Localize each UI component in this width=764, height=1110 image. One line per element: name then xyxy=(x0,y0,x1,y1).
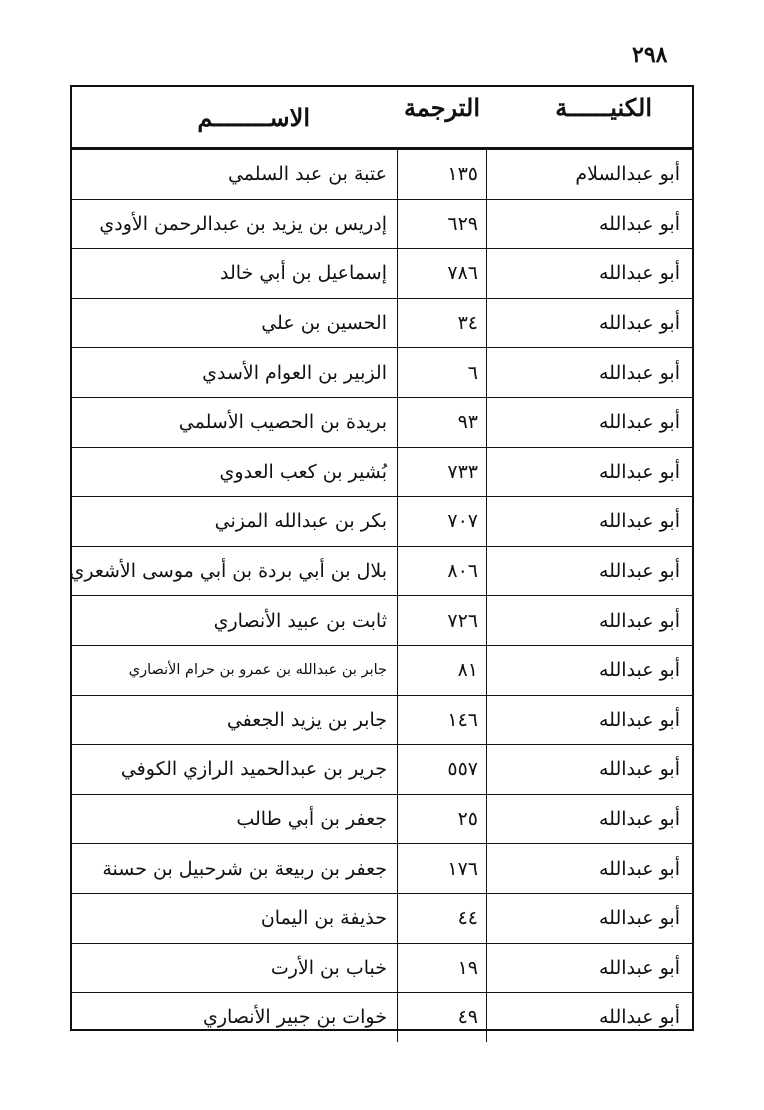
name-cell: جابر بن يزيد الجعفي xyxy=(226,708,387,731)
table-row xyxy=(72,348,692,398)
tarjama-number-cell: ٦٢٩ xyxy=(397,200,487,249)
name-cell: الحسين بن علي xyxy=(261,312,387,335)
table-row xyxy=(72,894,692,944)
tarjama-number-cell: ٣٤ xyxy=(397,299,487,348)
kunya-cell: أبو عبدالله xyxy=(598,262,680,285)
kunya-cell: أبو عبدالله xyxy=(598,808,680,831)
table-row xyxy=(72,944,692,994)
tarjama-number-cell: ٢٥ xyxy=(397,795,487,844)
kunya-cell: أبو عبدالله xyxy=(598,659,680,682)
table-row xyxy=(72,596,692,646)
tarjama-number-cell: ٧٨٦ xyxy=(397,249,487,298)
name-cell: ثابت بن عبيد الأنصاري xyxy=(213,609,387,632)
name-cell: إدريس بن يزيد بن عبدالرحمن الأودي xyxy=(99,212,387,235)
name-cell: بلال بن أبي بردة بن أبي موسى الأشعري xyxy=(69,560,387,583)
kunya-cell: أبو عبدالله xyxy=(598,857,680,880)
table-row xyxy=(72,448,692,498)
table-row xyxy=(72,249,692,299)
table-body xyxy=(69,150,692,1042)
table-header xyxy=(72,87,692,150)
table-row xyxy=(72,696,692,746)
tarjama-number-cell: ١٩ xyxy=(397,944,487,993)
table-row xyxy=(72,844,692,894)
name-cell: بريدة بن الحصيب الأسلمي xyxy=(178,411,387,434)
table-row xyxy=(72,299,692,349)
tarjama-number-cell: ١٧٦ xyxy=(397,844,487,893)
name-cell: إسماعيل بن أبي خالد xyxy=(219,262,387,285)
table-row xyxy=(72,646,692,696)
table-row xyxy=(72,795,692,845)
kunya-cell: أبو عبدالله xyxy=(598,907,680,930)
kunya-cell: أبو عبدالله xyxy=(598,708,680,731)
header-ism: الاســــــــم xyxy=(197,103,310,132)
tarjama-number-cell: ٧٢٦ xyxy=(397,596,487,645)
header-tarjama: الترجمة xyxy=(403,93,480,122)
header-kunya: الكنيــــــة xyxy=(555,93,652,122)
kunya-cell: أبو عبدالله xyxy=(598,560,680,583)
tarjama-number-cell: ٨٠٦ xyxy=(397,547,487,596)
tarjama-number-cell: ٧٣٣ xyxy=(397,448,487,497)
tarjama-number-cell: ٥٥٧ xyxy=(397,745,487,794)
tarjama-number-cell: ١٣٥ xyxy=(397,150,487,199)
page-number: ٢٩٨ xyxy=(632,42,668,68)
name-cell: جابر بن عبدالله بن عمرو بن حرام الأنصاري xyxy=(128,662,387,679)
name-cell: جعفر بن ربيعة بن شرحبيل بن حسنة xyxy=(102,857,387,880)
table-row xyxy=(72,497,692,547)
name-cell: خباب بن الأرت xyxy=(270,956,387,979)
name-cell: بكر بن عبدالله المزني xyxy=(214,510,387,533)
table-row xyxy=(72,150,692,200)
tarjama-number-cell: ٩٣ xyxy=(397,398,487,447)
kunya-table xyxy=(70,85,694,1031)
kunya-cell: أبو عبدالله xyxy=(598,609,680,632)
kunya-cell: أبو عبدالله xyxy=(598,212,680,235)
name-cell: حذيفة بن اليمان xyxy=(260,907,387,930)
name-cell: خوات بن جبير الأنصاري xyxy=(202,1006,387,1029)
kunya-cell: أبو عبدالله xyxy=(598,510,680,533)
kunya-cell: أبو عبدالله xyxy=(598,1006,680,1029)
kunya-cell: أبو عبدالله xyxy=(598,758,680,781)
kunya-cell: أبو عبدالله xyxy=(598,312,680,335)
tarjama-number-cell: ٧٠٧ xyxy=(397,497,487,546)
name-cell: جعفر بن أبي طالب xyxy=(236,808,387,831)
table-row xyxy=(69,547,692,597)
table-row xyxy=(72,745,692,795)
tarjama-number-cell: ٦ xyxy=(397,348,487,397)
table-row xyxy=(72,993,692,1042)
tarjama-number-cell: ١٤٦ xyxy=(397,696,487,745)
name-cell: الزبير بن العوام الأسدي xyxy=(202,361,387,384)
table-row xyxy=(72,200,692,250)
table-row xyxy=(72,398,692,448)
name-cell: بُشير بن كعب العدوي xyxy=(219,460,387,483)
tarjama-number-cell: ٤٤ xyxy=(397,894,487,943)
kunya-cell: أبو عبدالله xyxy=(598,460,680,483)
kunya-cell: أبو عبدالله xyxy=(598,361,680,384)
kunya-cell: أبو عبدالسلام xyxy=(575,163,680,186)
kunya-cell: أبو عبدالله xyxy=(598,411,680,434)
name-cell: عتبة بن عبد السلمي xyxy=(227,163,387,186)
tarjama-number-cell: ٤٩ xyxy=(397,993,487,1042)
kunya-cell: أبو عبدالله xyxy=(598,956,680,979)
tarjama-number-cell: ٨١ xyxy=(397,646,487,695)
name-cell: جرير بن عبدالحميد الرازي الكوفي xyxy=(120,758,387,781)
